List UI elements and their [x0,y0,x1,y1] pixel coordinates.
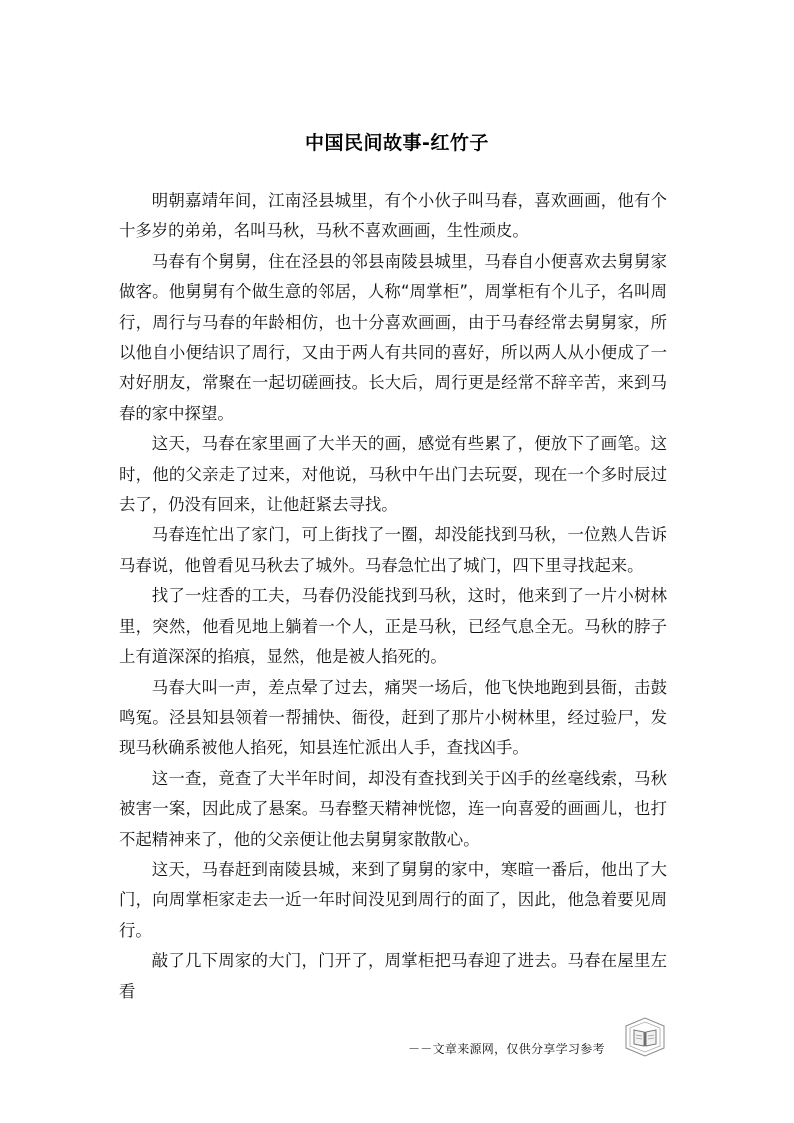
paragraph: 马春连忙出了家门，可上街找了一圈，却没能找到马秋，一位熟人告诉马春说，他曾看见马秋去了城外。马春急忙出了城门，四下里寻找起来。 [119,525,667,575]
paragraph: 找了一炷香的工夫，马春仍没能找到马秋，这时，他来到了一片小树林里，突然，他看见地上躺着一个人，正是马秋，已经气息全无。马秋的脖子上有道深深的掐痕，显然，他是被人掐死的。 [119,586,667,667]
paragraph: 这一查，竟查了大半年时间，却没有查找到关于凶手的丝毫线索，马秋被害一案，因此成了悬案。马春整天精神恍惚，连一向喜爱的画画儿，也打不起精神来了，他的父亲便让他去舅舅家散散心。 [119,768,667,849]
book-logo-icon [622,1016,668,1058]
document-title: 中国民间故事-红竹子 [305,132,489,154]
footer-source-note: －－文章来源网，仅供分享学习参考 [408,1042,605,1056]
paragraph: 明朝嘉靖年间，江南泾县城里，有个小伙子叫马春，喜欢画画，他有个十多岁的弟弟，名叫马秋，马秋不喜欢画画，生性顽皮。 [119,191,667,241]
paragraph: 马春大叫一声，差点晕了过去，痛哭一场后，他飞快地跑到县衙，击鼓鸣冤。泾县知县领着一帮捕快、衙役，赶到了那片小树林里，经过验尸，发现马秋确系被他人掐死，知县连忙派出人手，查找凶手。 [119,677,667,758]
paragraph: 敲了几下周家的大门，门开了，周掌柜把马春迎了进去。马春在屋里左看 [119,951,667,1001]
paragraph: 这天，马春赶到南陵县城，来到了舅舅的家中，寒暄一番后，他出了大门，向周掌柜家走去一近一年时间没见到周行的面了，因此，他急着要见周行。 [119,859,667,940]
paragraph: 马春有个舅舅，住在泾县的邻县南陵县城里，马春自小便喜欢去舅舅家做客。他舅舅有个做生意的邻居，人称“周掌柜”，周掌柜有个儿子，名叫周行，周行与马春的年龄相仿，也十分喜欢画画，由于马春经常去舅舅家，所以他自小便结识了周行，又由于两人有共同的喜好，所以两人从小便成了一对好朋友，常聚在一起切磋画技。长大后，周行更是经常不辞辛苦，来到马春的家中探望。 [119,251,667,423]
document-body [119,186,667,1007]
paragraph: 这天，马春在家里画了大半天的画，感觉有些累了，便放下了画笔。这时，他的父亲走了过来，对他说，马秋中午出门去玩耍，现在一个多时辰过去了，仍没有回来，让他赶紧去寻找。 [119,434,667,515]
